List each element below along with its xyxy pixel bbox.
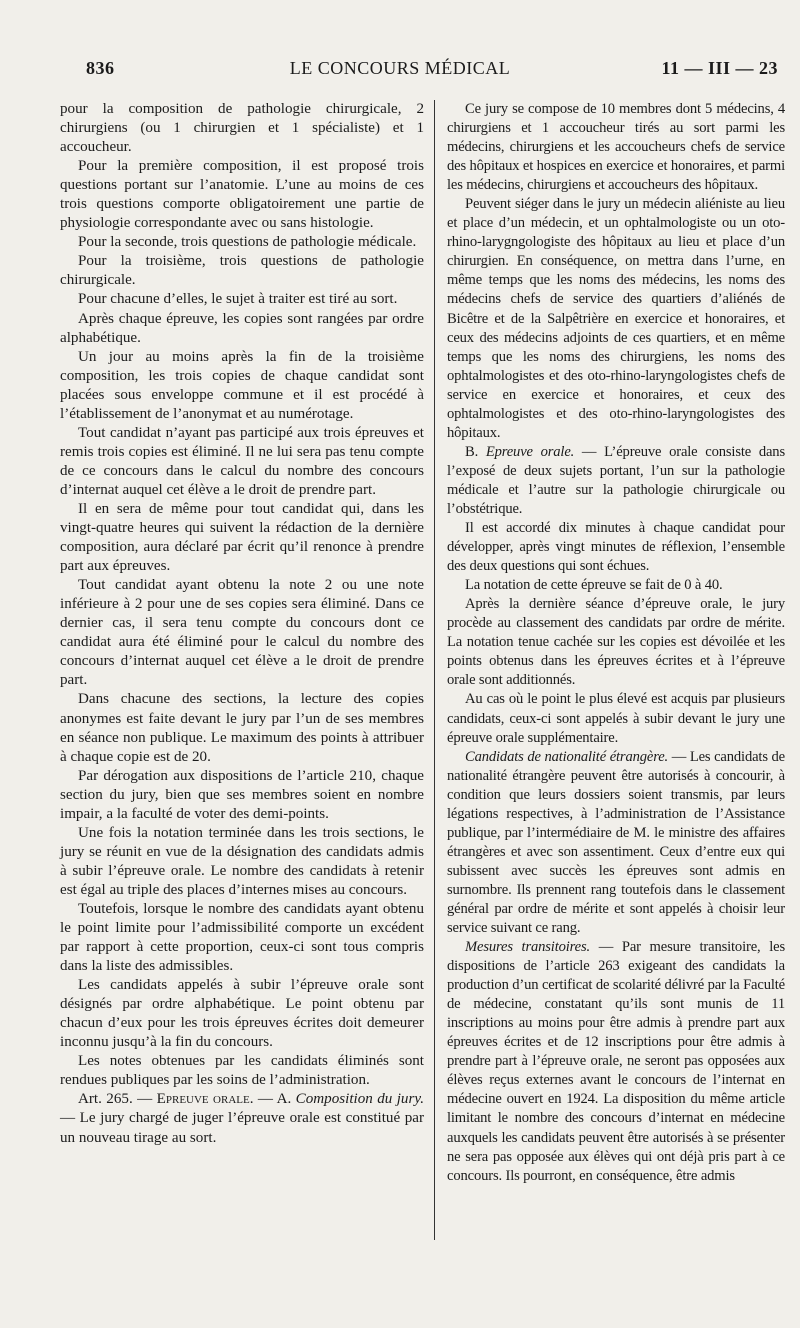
paragraph-tail: — Le jury chargé de juger l’épreuve orale est constitué par un nouveau tirage au sort. [60, 1110, 424, 1146]
paragraph: La notation de cette épreuve se fait de 0 à 40. [465, 577, 723, 594]
paragraph: Pour la première composition, il est proposé trois questions portant sur l’anatomie. L’une au moins de ces trois questions comporte obligatoirement une partie de physiologie correspondante avec ou sans histologie. [60, 158, 424, 232]
article-prefix: Art. 265. — [78, 1091, 157, 1108]
paragraph: Pour chacune d’elles, le sujet à traiter est tiré au sort. [78, 291, 398, 308]
subsection-heading: Mesures transitoires. [465, 939, 591, 956]
paragraph: Tout candidat ayant obtenu la note 2 ou une note inférieure à 2 pour une de ses copies sera éliminé. Dans ce dernier cas, il sera tenu compte du concours dont ce candidat aura été éliminé pour le calcul du nombre des concours d’internat auquel cet élève a le droit de prendre part. [60, 577, 424, 689]
paragraph-body: — Les candidats de nationalité étrangère peuvent être autorisés à concourir, à condition que leurs dossiers soient transmis, par leurs légations respectives, à l’administration de l’Assistance publique, par l’intermédiaire de M. le ministre des affaires étrangères et avec son assentiment. Ceux d’entre eux qui subissent avec succès les épreuves sont admis en surnombre. Ils prennent rang toutefois dans le classement général par ordre de mérite et sont appelés à choisir leur service suivant ce rang. [447, 748, 785, 937]
paragraph: Par dérogation aux dispositions de l’article 210, chaque section du jury, bien que ses membres soient en nombre impair, a la faculté de voter des demi-points. [60, 767, 424, 822]
subsection-heading: Epreuve orale. [485, 443, 575, 460]
paragraph [447, 938, 785, 1186]
issue-date: 11 — III — 23 [661, 58, 778, 78]
page-header [0, 58, 800, 86]
paragraph: Il est accordé dix minutes à chaque candidat pour développer, après vingt minutes de réflexion, l’ensemble des deux questions qui sont échues. [447, 520, 785, 575]
paragraph: Un jour au moins après la fin de la troisième composition, les trois copies de chaque candidat sont placées sous enveloppe commune et il est procédé à l’établissement de l’anonymat et au numérotage. [60, 348, 424, 422]
paragraph: Tout candidat n’ayant pas participé aux trois épreuves et remis trois copies est éliminé. Il ne lui sera pas tenu compte de ce concours dans le calcul du nombre des concours d’internat auquel cet élève a le droit de prendre part. [60, 424, 424, 498]
left-column [60, 100, 424, 1148]
paragraph: Après chaque épreuve, les copies sont rangées par ordre alphabétique. [60, 310, 424, 346]
paragraph: Pour la seconde, trois questions de pathologie médicale. [78, 234, 417, 251]
paragraph [447, 443, 785, 519]
paragraph: Pour la troisième, trois questions de pathologie chirurgicale. [60, 253, 424, 289]
subsection-marker: — A. [253, 1091, 296, 1108]
subsection-heading: Composition du jury. [295, 1091, 424, 1108]
page-number: 836 [86, 58, 115, 78]
paragraph: pour la composition de pathologie chirurgicale, 2 chirurgiens (ou 1 chirurgien et 1 spécialiste) et 1 accoucheur. [60, 101, 424, 156]
paragraph: Après la dernière séance d’épreuve orale, le jury procède au classement des candidats par ordre de mérite. La notation tenue cachée sur les copies est dévoilée et les points obtenus dans les épreuves écrites et à l’épreuve orale sont additionnés. [447, 596, 785, 689]
paragraph: Une fois la notation terminée dans les trois sections, le jury se réunit en vue de la désignation des candidats admis à subir l’épreuve orale. Le nombre des candidats à retenir est égal au triple des places d’internes mises au concours. [60, 824, 424, 898]
paragraph-body: — L’épreuve orale consiste dans l’exposé de deux sujets portant, l’un sur la pathologie médicale et l’autre sur la pathologie chirurgicale ou l’obstétrique. [447, 443, 785, 517]
paragraph: Ce jury se compose de 10 membres dont 5 médecins, 4 chirurgiens et 1 accoucheur tirés au sort parmi les médecins, chirurgiens et les accoucheurs chefs de service des hôpitaux et hospices en exercice et honoraires, et parmi les médecins, chirurgiens et accoucheurs des hôpitaux. [447, 101, 785, 194]
section-heading: Epreuve orale. [156, 1091, 254, 1108]
paragraph: Au cas où le point le plus élevé est acquis par plusieurs candidats, ceux-ci sont appelés à subir devant le jury une épreuve orale supplémentaire. [447, 691, 785, 746]
column-divider [434, 100, 435, 1240]
right-column [447, 100, 785, 1186]
paragraph: Peuvent siéger dans le jury un médecin aliéniste au lieu et place d’un médecin, et un ophtalmologiste ou un oto-rhino-larygngologiste des hôpitaux au lieu et place d’un chirurgien. En conséquence, on mettra dans l’urne, en même temps que les noms des médecins, les noms des médecins chefs de service des quartiers d’aliénés de Bicêtre et de la Salpêtrière en exercice et honoraires, et ceux des médecins adjoints de ces quartiers, et en même temps que les noms des chirurgiens, les noms des ophtalmologistes et des oto-rhino-laryngologistes chefs de service en exercice et honoraires, et ceux des ophtalmologistes et des oto-rhino-laryngologistes des hôpitaux. [447, 196, 785, 441]
paragraph: Il en sera de même pour tout candidat qui, dans les vingt-quatre heures qui suivent la rédaction de la dernière composition, aura déclaré par écrit qu’il renonce à prendre part aux épreuves. [60, 500, 424, 575]
paragraph: Les candidats appelés à subir l’épreuve orale sont désignés par ordre alphabétique. Le point obtenu par chacun d’eux pour les trois épreuves écrites doit demeurer inconnu jusqu’à la fin du concours. [60, 977, 424, 1051]
paragraph [447, 748, 785, 938]
subsection-heading: Candidats de nationalité étrangère. [465, 748, 669, 765]
paragraph-body: — Par mesure transitoire, les dispositions de l’article 263 exigeant des candidats la production d’un certificat de scolarité délivré par la Faculté de médecine, constatant qu’ils sont munis de 11 inscriptions au moins pour être admis à prendre part aux épreuves écrites et de 12 inscriptions pour être admis à prendre part à l’épreuve orale, ne seront pas opposées aux élèves reçus externes avant le concours de l’internat en médecine ouvert en 1924. La disposition du même article limitant le nombre des concours d’internat en médecine auxquels les candidats peuvent être autorisés à se présenter ne sera pas opposée aux élèves qui ont déjà pris part à ce concours. Ils pourront, en conséquence, être admis [447, 939, 785, 1184]
journal-title: LE CONCOURS MÉDICAL [289, 58, 511, 78]
article-265-paragraph [60, 1090, 424, 1147]
paragraph: Toutefois, lorsque le nombre des candidats ayant obtenu le point limite pour l’admissibilité comporte un excédent par rapport à cette proportion, ceux-ci sont tous compris dans la liste des admissibles. [60, 900, 424, 975]
subsection-marker: B. [465, 443, 486, 460]
paragraph: Les notes obtenues par les candidats éliminés sont rendues publiques par les soins de l’administration. [60, 1053, 424, 1089]
paragraph: Dans chacune des sections, la lecture des copies anonymes est faite devant le jury par l’un de ses membres en séance non publique. Le maximum des points à attribuer à chaque copie est de 20. [60, 691, 424, 765]
